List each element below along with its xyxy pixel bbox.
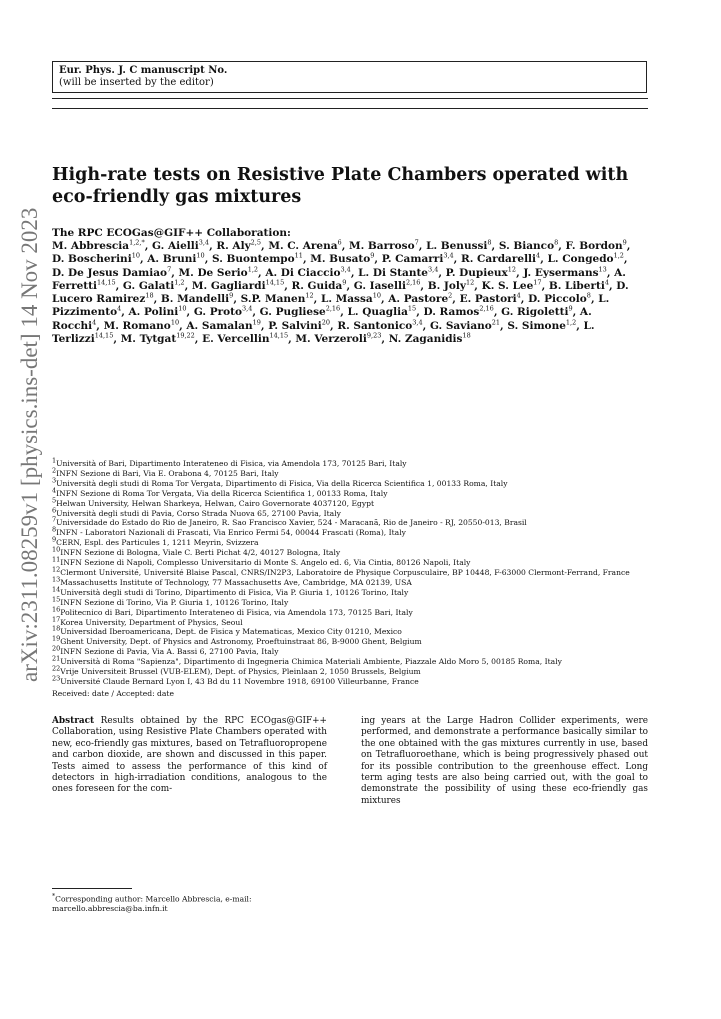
affiliation-number: 8 (52, 525, 57, 534)
affiliation-text: Clermont Université, Université Blaise Pascal, CNRS/IN2P3, Laboratoire de Physique Corpusculaire, BP 10448, F-63000 Clermont-Ferrand, France (60, 567, 630, 577)
author-name: M. Tytgat (120, 333, 177, 346)
author-name: N. Zaganidis (388, 333, 463, 346)
author-affiliation-ref: 19 (252, 318, 261, 327)
affiliation-number: 2 (52, 466, 57, 475)
author-affiliation-ref: 10 (131, 251, 140, 260)
author-name: E. Vercellin (202, 333, 270, 346)
affiliation-item (52, 525, 652, 538)
author-affiliation-ref: 2,5 (250, 238, 262, 247)
affiliation-item (52, 664, 652, 677)
author-name: G. Proto (193, 306, 243, 319)
author-name: L. Massa (320, 293, 373, 306)
affiliation-item (52, 545, 652, 558)
abstract-column-right (361, 716, 648, 807)
author-name: G. Aielli (152, 240, 199, 252)
author-name: A. Di Ciaccio (265, 266, 341, 279)
affiliation-text: Università degli studi di Pavia, Corso Strada Nuova 65, 27100 Pavia, Italy (56, 508, 341, 518)
affiliation-number: 10 (52, 545, 61, 554)
affiliation-text: Ghent University, Dept. of Physics and Astronomy, Proeftuinstraat 86, B-9000 Ghent, Belgium (60, 637, 422, 647)
affiliation-text: CERN, Espl. des Particules 1, 1211 Meyrin, Svizzera (56, 538, 259, 548)
author-affiliation-ref: 8 (554, 238, 559, 247)
author-affiliation-ref: 13 (598, 265, 607, 274)
author-name: L. Quaglia (347, 306, 408, 319)
author-affiliation-ref: 17 (533, 278, 542, 287)
author-name: D. Piccolo (528, 293, 587, 306)
affiliation-number: 9 (52, 535, 57, 544)
author-affiliation-ref: 2,16 (325, 304, 341, 313)
affiliation-item (52, 456, 652, 469)
abstract-column-left (52, 716, 327, 796)
affiliation-item (52, 595, 652, 608)
author-name: R. Cardarelli (460, 253, 537, 266)
author-name: G. Pugliese (259, 306, 326, 319)
author-affiliation-ref: 1,2 (565, 318, 577, 327)
author-name: J. Eysermans (523, 266, 599, 279)
affiliation-number: 19 (52, 634, 61, 643)
collaboration-name: The RPC ECOGas@GIF++ Collaboration: (52, 227, 291, 239)
affiliation-text: Università degli studi di Torino, Dipartimento di Fisica, Via P. Giuria 1, 10126 Torino, Italy (60, 587, 409, 597)
author-affiliation-ref: 12 (507, 265, 517, 274)
abstract-text-left: Results obtained by the RPC ECOgas@GIF++ Collaboration, using Resistive Plate Chambers operated with new, eco-friendly gas mixtures, based on Tetrafluoropropene and carbon dioxide, are shown and discussed in this paper. Tests aimed to assess the performance of this kind of detectors in high-irradiation conditions, analogous to the ones foreseen for the com- (52, 716, 327, 795)
affiliation-number: 6 (52, 506, 57, 514)
affiliation-number: 23 (52, 674, 61, 683)
author-affiliation-ref: 9 (370, 251, 375, 260)
author-affiliation-ref: 9,23 (366, 331, 382, 340)
author-affiliation-ref: 3,4 (340, 265, 351, 274)
affiliation-item (52, 466, 652, 479)
affiliation-item (52, 565, 652, 578)
author-affiliation-ref: 1,2 (247, 265, 259, 274)
affiliation-number: 4 (52, 486, 57, 495)
author-name: R. Guida (291, 279, 343, 292)
affiliation-item (52, 605, 652, 618)
author-name: M. Barroso (349, 240, 415, 252)
affiliation-number: 18 (52, 624, 61, 633)
affiliation-text: INFN Sezione di Pavia, Via A. Bassi 6, 27100 Pavia, Italy (60, 647, 279, 657)
author-affiliation-ref: 10 (196, 251, 205, 260)
author-affiliation-ref: 1,2 (613, 251, 624, 260)
author-name: A. Samalan (186, 319, 253, 332)
author-name: P. Camarri (381, 253, 444, 266)
author-affiliation-ref: 3,4 (443, 251, 454, 260)
author-affiliation-ref: 7 (414, 238, 419, 247)
affiliation-number: 16 (52, 605, 61, 614)
author-affiliation-ref: 4 (604, 278, 609, 287)
author-name: M. Abbrescia (52, 240, 130, 252)
affiliation-item (52, 575, 652, 588)
corresponding-author-footnote (52, 892, 336, 914)
affiliation-text: Massachusetts Institute of Technology, 77 Massachusetts Ave, Cambridge, MA 02139, USA (60, 577, 412, 587)
author-name: S. Buontempo (212, 253, 295, 266)
author-affiliation-ref: 9 (622, 238, 627, 247)
author-name: M. C. Arena (268, 240, 338, 252)
author-affiliation-ref: 4 (92, 318, 97, 327)
author-affiliation-ref: 19,22 (176, 331, 195, 340)
author-affiliation-ref: 14,15 (94, 331, 114, 340)
paper-title-line: High-rate tests on Resistive Plate Chambers operated with (52, 165, 629, 185)
affiliation-number: 15 (52, 595, 61, 604)
affiliation-number: 14 (52, 585, 61, 594)
affiliation-number: 3 (52, 476, 57, 485)
affiliation-item (52, 614, 652, 628)
affiliation-item (52, 486, 652, 499)
affiliation-number: 1 (52, 456, 57, 465)
author-name: G. Saviano (429, 319, 492, 332)
author-affiliation-ref: 2 (448, 291, 453, 300)
header-rule-bottom (52, 108, 648, 109)
author-name: D. De Jesus Damiao (52, 266, 168, 279)
author-name: M. Busato (310, 253, 371, 266)
footnote-mark: * (52, 893, 56, 900)
author-affiliation-ref: 1,2 (174, 278, 185, 287)
author-affiliation-ref: 4 (536, 251, 541, 260)
author-name: K. S. Lee (481, 279, 534, 292)
author-affiliation-ref: 18 (462, 331, 471, 340)
affiliation-item (52, 476, 652, 489)
affiliation-text: Universidad Iberoamericana, Dept. de Fisica y Matematicas, Mexico City 01210, Mexico (60, 627, 402, 637)
author-name: S. Bianco (498, 240, 555, 252)
affiliation-text: Vrije Universiteit Brussel (VUB-ELEM), Dept. of Physics, Pleinlaan 2, 1050 Brussels, Belgium (60, 667, 421, 677)
author-affiliation-ref: 15 (407, 304, 417, 313)
affiliation-text: INFN - Laboratori Nazionali di Frascati, Via Enrico Fermi 54, 00044 Frascati (Roma), Italy (56, 528, 406, 538)
author-name: A. Pastore (388, 293, 449, 306)
affiliation-item (52, 674, 652, 687)
affiliation-number: 13 (52, 575, 61, 584)
journal-name: Eur. Phys. J. C manuscript No. (59, 65, 228, 76)
author-name: L. Terlizzi (52, 319, 595, 346)
affiliation-item (52, 654, 652, 667)
author-affiliation-ref: 14,15 (97, 278, 116, 287)
author-name: M. Verzeroli (295, 333, 367, 346)
author-affiliation-ref: 20 (321, 318, 331, 327)
author-affiliation-ref: 3,4 (412, 318, 423, 327)
abstract-heading: Abstract (52, 716, 95, 726)
affiliation-item (52, 624, 652, 637)
author-affiliation-ref: 3,4 (428, 265, 439, 274)
author-affiliation-ref: 9 (342, 278, 347, 287)
affiliation-number: 22 (52, 664, 61, 673)
author-affiliation-ref: 10 (170, 318, 180, 327)
author-list: M. Abbrescia$^{1,2,*}$, G. Aielli$^{3,4}$, R. Aly$^{2,5}$, M. C. Arena$^6$, M. Barroso$^7$, L. Benussi$^8$, S. Bianco$^8$, F. Bordon$^9$, D. Boscherini$^{10}$, A. Bruni$^{10}$, S. Buontempo$^{11}$, M. Busato$^9$, P. Camarri$^{3,4}$, R. Cardarelli$^4$, L. Congedo$^{1,2}$, D. De Jesus Damiao$^7$, M. De Serio$^{1,2}$, A. Di Ciaccio$^{3,4}$, L. Di Stante$^{3,4}$, P. Dupieux$^{12}$, J. Eysermans$^{13}$, A. Ferretti$^{14,15}$, G. Galati$^{1,2}$, M. Gagliardi$^{14,15}$, R. Guida$^9$, G. Iaselli$^{2,16}$, B. Joly$^{12}$, K. S. Lee$^{17}$, B. Liberti$^4$, D. Lucero Ramirez$^{18}$, B. Mandelli$^9$, S.P. Manen$^{12}$, L. Massa$^{10}$, A. Pastore$^2$, E. Pastori$^4$, D. Piccolo$^8$, L. Pizzimento$^4$, A. Polini$^{10}$, G. Proto$^{3,4}$, G. Pugliese$^{2,16}$, L. Quaglia$^{15}$, D. Ramos$^{2,16}$, G. Rigoletti$^9$, A. Rocchi$^4$, M. Romano$^{10}$, A. Samalan$^{19}$, P. Salvini$^{20}$, R. Santonico$^{3,4}$, G. Saviano$^{21}$, S. Simone$^{1,2}$, L. Terlizzi$^{14,15}$, M. Tytgat$^{19,22}$, E. Vercellin$^{14,15}$, M. Verzeroli$^{9,23}$, N. Zaganidis$^{18}$ (52, 238, 631, 346)
author-name: B. Joly (427, 279, 466, 292)
author-name: D. Boscherini (52, 253, 132, 266)
author-name: E. Pastori (459, 293, 517, 306)
affiliation-number: 5 (52, 496, 57, 505)
affiliation-text: Université Claude Bernard Lyon I, 43 Bd du 11 Novembre 1918, 69100 Villeurbanne, France (60, 676, 419, 686)
author-affiliation-ref: 3,4 (242, 304, 253, 313)
author-affiliation-ref: 4 (516, 291, 521, 300)
affiliation-item (52, 644, 652, 657)
affiliation-item (52, 506, 652, 519)
editor-note: (will be inserted by the editor) (59, 77, 214, 88)
affiliation-text: Helwan University, Helwan Sharkeya, Helwan, Cairo Governorate 4037120, Egypt (56, 498, 375, 508)
author-affiliation-ref: 18 (145, 291, 154, 300)
affiliation-item (52, 535, 652, 548)
affiliation-text: INFN Sezione di Bari, Via E. Orabona 4, 70125 Bari, Italy (56, 468, 279, 478)
affiliation-text: INFN Sezione di Torino, Via P. Giuria 1, 10126 Torino, Italy (60, 597, 289, 607)
paper-title (52, 164, 652, 208)
author-name: G. Galati (122, 279, 175, 292)
author-affiliation-ref: 12 (305, 291, 314, 300)
author-name: P. Dupieux (445, 266, 508, 279)
author-affiliation-ref: 11 (294, 251, 303, 260)
author-affiliation-ref: 1,2,* (129, 238, 145, 247)
abstract-text-right: ing years at the Large Hadron Collider experiments, were performed, and demonstrate a performance basically similar to the one obtained with the gas mixtures currently in use, based on Tetrafluoroethane, which is being progressively phased out for its possible contribution to the greenhouse effect. Long term aging tests are also being carried out, with the goal to demonstrate the possibility of using these eco-friendly gas mixtures (361, 716, 648, 806)
affiliation-text: INFN Sezione di Roma Tor Vergata, Via della Ricerca Scientifica 1, 00133 Roma, Italy (56, 488, 388, 498)
author-name: F. Bordon (565, 240, 623, 252)
author-affiliation-ref: 10 (178, 304, 187, 313)
author-affiliation-ref: 2,16 (479, 304, 494, 313)
journal-header-box (52, 61, 647, 93)
author-affiliation-ref: 3,4 (198, 238, 210, 247)
author-affiliation-ref: 9 (568, 304, 573, 313)
affiliation-text: Università of Bari, Dipartimento Interateneo di Fisica, via Amendola 173, 70125 Bari, Italy (56, 459, 407, 468)
affiliation-number: 11 (52, 555, 61, 564)
author-name: L. Di Stante (358, 266, 428, 279)
author-name: B. Liberti (548, 279, 605, 292)
author-name: D. Ramos (423, 306, 480, 319)
author-name: M. De Serio (178, 266, 248, 279)
affiliation-text: Università di Roma "Sapienza", Dipartimento di Ingegneria Chimica Materiali Ambiente, Piazzale Aldo Moro 5, 00185 Roma, Italy (60, 657, 562, 667)
affiliation-item (52, 634, 652, 647)
affiliation-item (52, 496, 652, 509)
affiliation-text: Politecnico di Bari, Dipartimento Interateneo di Fisica, via Amendola 173, 70125 Bari, Italy (60, 607, 413, 617)
author-name: R. Santonico (337, 319, 413, 332)
author-name: A. Ferretti (52, 266, 626, 292)
author-name: M. Romano (103, 319, 171, 332)
affiliation-text: Universidade do Estado do Rio de Janeiro, R. Sao Francisco Xavier, 524 - Maracanã, Rio de Janeiro - RJ, 20550-013, Brasil (56, 518, 527, 528)
header-rule-top (52, 98, 648, 99)
author-name: L. Benussi (426, 240, 488, 252)
affiliation-text: Università degli studi di Roma Tor Vergata, Dipartimento di Fisica, Via della Ricerca Scientifica 1, 00133 Roma, Italy (56, 478, 508, 488)
affiliation-number: 17 (52, 614, 61, 623)
affiliation-text: Korea University, Department of Physics, Seoul (60, 617, 243, 627)
author-name: L. Congedo (547, 253, 614, 266)
author-affiliation-ref: 10 (372, 291, 381, 300)
author-affiliation-ref: 7 (167, 265, 172, 274)
received-date: Received: date / Accepted: date (52, 688, 174, 698)
author-name: G. Rigoletti (501, 306, 569, 319)
affiliation-text: INFN Sezione di Bologna, Viale C. Berti Pichat 4/2, 40127 Bologna, Italy (60, 548, 341, 558)
author-name: A. Bruni (147, 253, 197, 266)
affiliation-number: 12 (52, 565, 61, 574)
author-affiliation-ref: 14,15 (265, 278, 285, 287)
footnote-rule (52, 888, 132, 889)
author-name: M. Gagliardi (191, 279, 266, 292)
author-affiliation-ref: 21 (491, 318, 501, 327)
author-name: A. Polini (128, 306, 179, 319)
author-affiliation-ref: 6 (337, 238, 342, 247)
affiliation-number: 21 (52, 654, 61, 663)
affiliation-number: 20 (52, 644, 61, 653)
affiliation-text: INFN Sezione di Napoli, Complesso Universitario di Monte S. Angelo ed. 6, Via Cintia, 80126 Napoli, Italy (60, 558, 471, 568)
footnote-text: Corresponding author: Marcello Abbrescia, e-mail: marcello.abbrescia@ba.infn.it (52, 894, 252, 914)
author-name: L. Pizzimento (52, 293, 610, 319)
author-affiliation-ref: 12 (465, 278, 475, 287)
author-name: S.P. Manen (240, 293, 306, 306)
paper-title-line: eco-friendly gas mixtures (52, 187, 302, 207)
author-affiliation-ref: 8 (586, 291, 591, 300)
author-name: P. Salvini (268, 319, 322, 332)
affiliation-number: 7 (52, 515, 57, 524)
arxiv-sidebar-stamp: arXiv:2311.08259v1 [physics.ins-det] 14 Nov 2023 (17, 207, 42, 682)
author-name: S. Simone (507, 319, 566, 332)
author-affiliation-ref: 4 (117, 304, 122, 313)
author-name: B. Mandelli (160, 293, 230, 306)
author-affiliation-ref: 8 (487, 238, 492, 247)
author-name: R. Aly (216, 240, 251, 252)
author-affiliation-ref: 2,16 (405, 278, 421, 287)
author-affiliation-ref: 14,15 (269, 331, 289, 340)
affiliation-item (52, 585, 652, 598)
affiliation-item (52, 515, 652, 528)
affiliation-item (52, 555, 652, 568)
author-name: G. Iaselli (353, 279, 406, 292)
affiliation-list (52, 456, 652, 699)
author-name: D. Lucero Ramirez (52, 279, 629, 306)
author-name: A. Rocchi (52, 306, 592, 332)
author-affiliation-ref: 9 (229, 291, 234, 300)
